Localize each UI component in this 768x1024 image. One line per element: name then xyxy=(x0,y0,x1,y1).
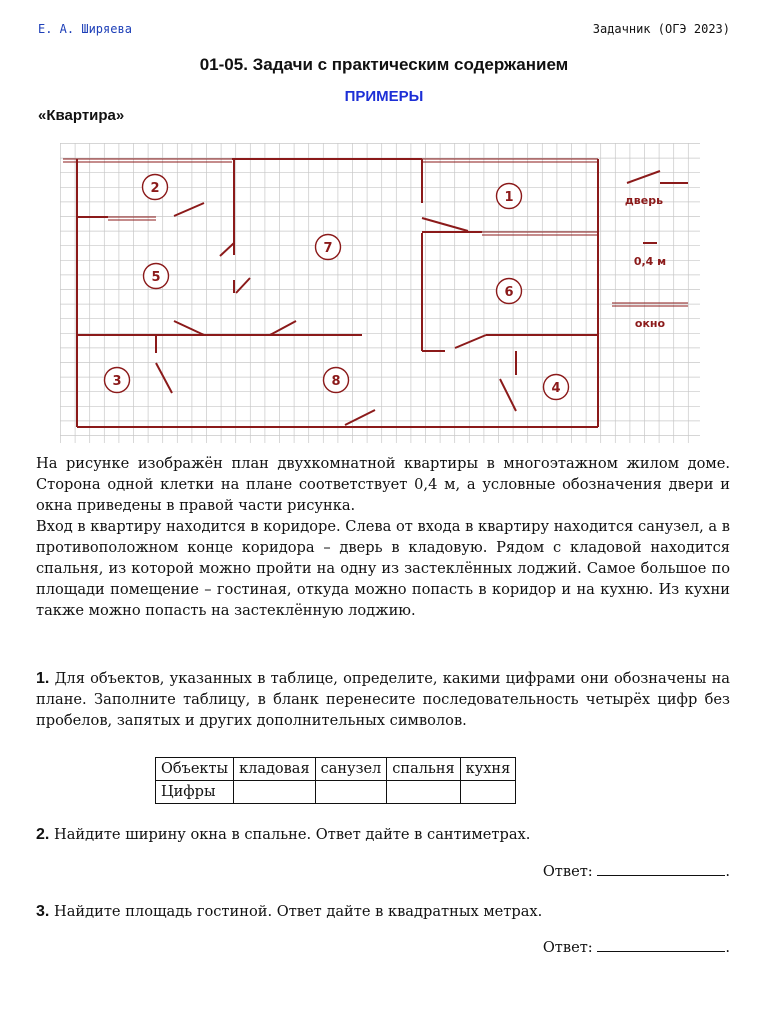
digit-cell-storage[interactable] xyxy=(234,781,316,804)
door-leaf xyxy=(345,410,375,425)
answer-3-period: . xyxy=(725,939,730,956)
room-number: 2 xyxy=(150,181,160,196)
plan-legend xyxy=(625,194,666,330)
legend-scale-label: 0,4 м xyxy=(633,255,667,268)
digit-cell-bedroom[interactable] xyxy=(387,781,460,804)
answer-3-label: Ответ: xyxy=(542,939,593,956)
door-leaf xyxy=(220,243,234,256)
book-header: Задачник (ОГЭ 2023) xyxy=(592,22,730,36)
question-3-number: 3. xyxy=(36,903,50,920)
plan-title: «Квартира» xyxy=(38,107,125,124)
table-cell: Цифры xyxy=(156,781,234,804)
room-number: 5 xyxy=(151,270,161,285)
table-row-objects xyxy=(156,758,516,781)
question-2-text: Найдите ширину окна в спальне. Ответ дайте в сантиметрах. xyxy=(53,826,531,843)
room-number: 4 xyxy=(551,381,561,396)
intro-text xyxy=(36,453,730,621)
digit-cell-kitchen[interactable] xyxy=(460,781,516,804)
table-row-digits xyxy=(156,781,516,804)
table-cell: кухня xyxy=(460,758,516,781)
section-subtitle: ПРИМЕРЫ xyxy=(344,88,424,105)
author-header: Е. А. Ширяева xyxy=(38,22,132,36)
question-2-number: 2. xyxy=(36,826,50,843)
page-title: 01-05. Задачи с практическим содержанием xyxy=(199,55,569,74)
answer-table xyxy=(155,757,516,804)
door-leaf xyxy=(156,363,172,393)
answer-2-label: Ответ: xyxy=(542,863,593,880)
legend-window-label: окно xyxy=(634,317,666,330)
table-cell: санузел xyxy=(315,758,387,781)
door-leaf xyxy=(236,278,250,293)
answer-2-blank[interactable] xyxy=(597,861,725,876)
intro-paragraph-2: Вход в квартиру находится в коридоре. Слева от входа в квартиру находится санузел, а в противоположном конце коридора – дверь в кладовую. Рядом с кладовой находится спальня, из которой можно пройти на одну из застеклённых лоджий. Самое большое по площади помещение – гостиная, откуда можно попасть в коридор и на кухню. Из кухни также можно попасть на застеклённую лоджию. xyxy=(36,518,730,619)
door-leaf xyxy=(174,203,204,216)
table-cell: кладовая xyxy=(234,758,316,781)
table-cell: Объекты xyxy=(156,758,234,781)
room-labels xyxy=(105,175,569,400)
question-3-text: Найдите площадь гостиной. Ответ дайте в квадратных метрах. xyxy=(53,903,543,920)
room-number: 7 xyxy=(323,241,333,256)
question-2 xyxy=(36,826,730,844)
apartment-plan xyxy=(60,143,700,443)
door-leaf xyxy=(422,218,468,231)
answer-2 xyxy=(543,861,730,880)
question-1-number: 1. xyxy=(36,670,50,687)
intro-paragraph-1: На рисунке изображён план двухкомнатной квартиры в многоэтажном жилом доме. Сторона одной клетки на плане соответствует 0,4 м, а условные обозначения двери и окна приведены в правой части рисунка. xyxy=(36,455,730,514)
door-leaf xyxy=(270,321,296,335)
digit-cell-bathroom[interactable] xyxy=(315,781,387,804)
room-number: 3 xyxy=(112,374,122,389)
question-1-text: Для объектов, указанных в таблице, определите, какими цифрами они обозначены на плане. Заполните таблицу, в бланк перенесите последовательность четырёх цифр без пробелов, запятых и других дополнительных символов. xyxy=(36,670,730,729)
question-3 xyxy=(36,903,730,921)
table-cell: спальня xyxy=(387,758,460,781)
legend-door-label: дверь xyxy=(624,194,664,207)
door-leaf xyxy=(174,321,204,335)
room-number: 1 xyxy=(504,190,514,205)
answer-2-period: . xyxy=(725,863,730,880)
answer-3-blank[interactable] xyxy=(597,937,725,952)
room-number: 8 xyxy=(331,374,341,389)
door-leaf xyxy=(455,335,486,348)
answer-3 xyxy=(543,937,730,956)
question-1 xyxy=(36,668,730,731)
room-number: 6 xyxy=(504,285,514,300)
